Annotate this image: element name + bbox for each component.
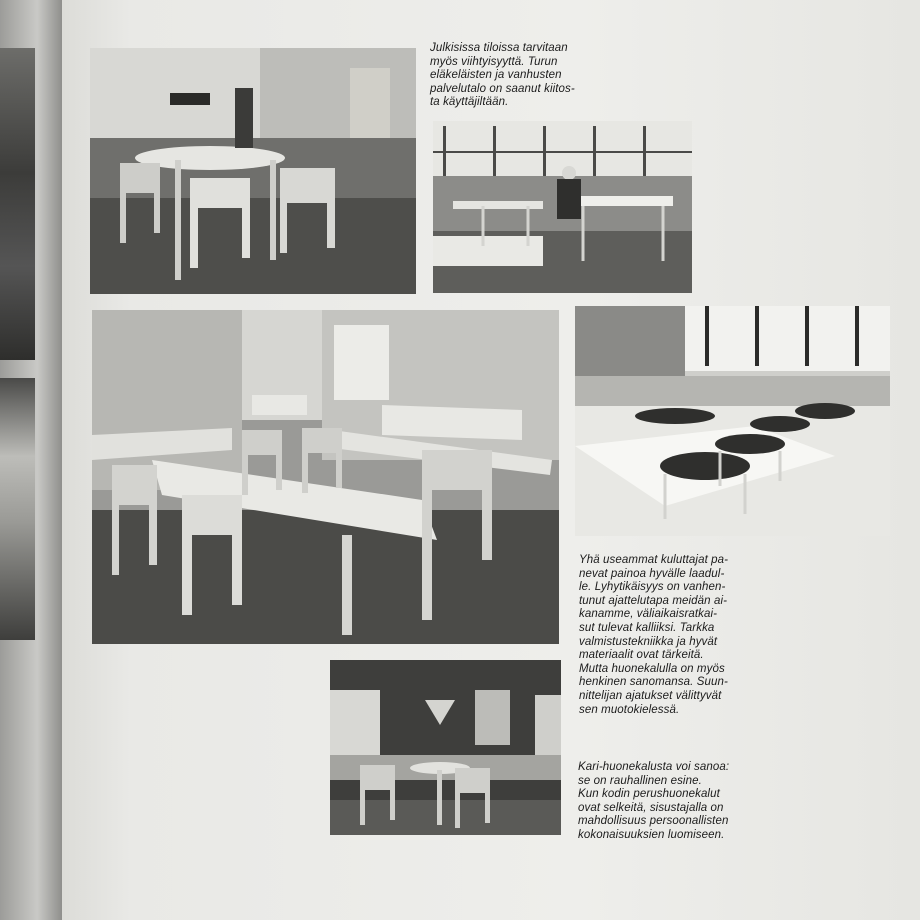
facing-page-photo-top	[0, 48, 35, 360]
photo-lobby-stools	[575, 306, 890, 536]
photo-meeting-room	[92, 310, 559, 644]
caption-middle: Yhä useammat kuluttajat pa- nevat painoa hyvälle laadul- le. Lyhytikäisyys on vanhen- tunut ajattelutapa meidän ai- kanamme, väliaikaisratkai- sut tulevat kalliiksi. Tarkka valmistustekniikka ja hyvät materiaalit ovat tärkeitä. Mutta huonekalulla on myös henkinen sanomansa. Suun- nittelijan ajatukset välittyvät sen muotokielessä.	[579, 554, 729, 716]
facing-page-edge	[0, 0, 62, 920]
facing-page-photo-bottom	[0, 378, 35, 640]
photo-living-room	[330, 660, 561, 835]
caption-top: Julkisissa tiloissa tarvitaan myös viihtyisyyttä. Turun eläkeläisten ja vanhusten palvelutalo on saanut kiitos- ta käyttäjiltään.	[430, 42, 575, 109]
magazine-page	[62, 0, 920, 920]
photo-lounge-woman	[433, 121, 692, 293]
caption-bottom: Kari-huonekalusta voi sanoa: se on rauhallinen esine. Kun kodin perushuonekalut ovat selkeitä, sisustajalla on mahdollisuus persoonallisten kokonaisuuksien luomiseen.	[578, 761, 730, 841]
photo-kitchen-dining	[90, 48, 416, 294]
